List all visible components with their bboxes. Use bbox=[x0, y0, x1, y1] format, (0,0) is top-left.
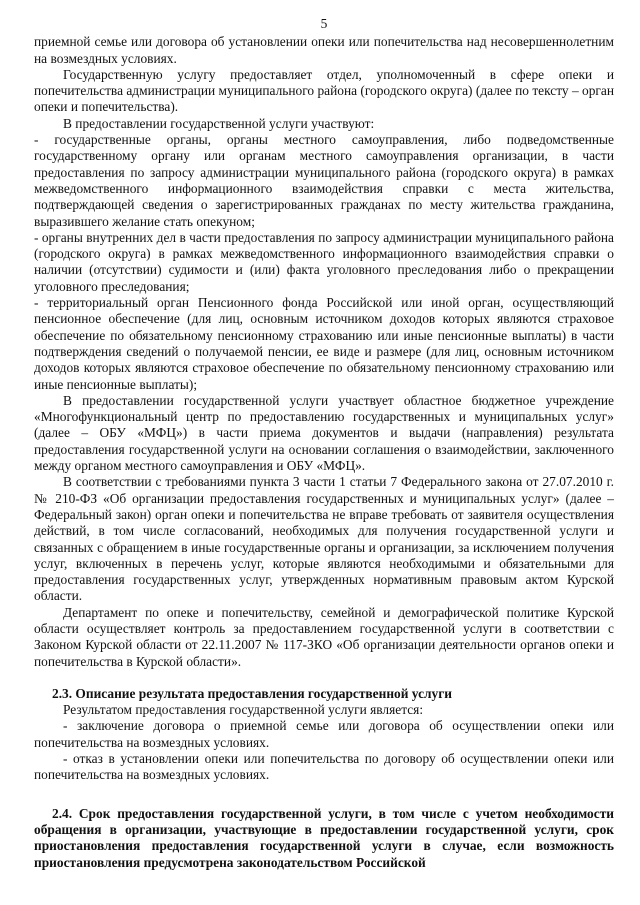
section-2-4-heading: 2.4. Срок предоставления государственной услуги, в том числе с учетом необходимости обращения в организации, участвующие в предоставлении государственной услуги, срок приостановления предоставления государственной услуги в случае, если возможность приостановления предусмотрена законодательством Российской bbox=[34, 805, 614, 870]
page-number: 5 bbox=[320, 16, 328, 31]
section-2-3-item-2: - отказ в установлении опеки или попечительства по договору об осуществлении опеки или попечительства на возмездных условиях. bbox=[34, 751, 614, 783]
section-2-3-intro: Результатом предоставления государственной услуги является: bbox=[63, 702, 424, 718]
paragraph: В предоставлении государственной услуги участвуют: bbox=[63, 115, 375, 131]
paragraph: В соответствии с требованиями пункта 3 части 1 статьи 7 Федерального закона от 27.07.2010 г. № 210-ФЗ «Об организации предоставления государственных и муниципальных услуг» (далее – Федеральный закон) орган опеки и попечительства не вправе требовать от заявителя осуществления действий, в том числе согласований, необходимых для получения государственной услуги и связанных с обращением в иные государственные органы и организации, за исключением получения услуг, включенных в перечень услуг, которые являются необходимыми и обязательными для предоставления государственных услуг, утвержденных нормативным правовым актом Курской области. bbox=[34, 474, 614, 604]
paragraph: - государственные органы, органы местного самоуправления, либо подведомственные государственному органу или органам местного самоуправления организации, в части предоставления по запросу администрации муниципального района (городского округа) в рамках межведомственного информационного взаимодействия справки с места жительства, подтверждающей сведения о зарегистрированных гражданах по месту жительства гражданина, выразившего желание стать опекуном; bbox=[34, 132, 614, 229]
paragraph: - территориальный орган Пенсионного фонда Российской или иной орган, осуществляющий пенсионное обеспечение (для лиц, основным источником доходов которых являются страховое обеспечение по обязательному пенсионному страхованию или иные пенсионные выплаты) в части подтверждения сведений о получаемой пенсии, ее виде и размере (для лиц, основным источником доходов которых являются страховое обеспечение по обязательному пенсионному страхованию или иные пенсионные выплаты); bbox=[34, 295, 614, 392]
paragraph: Департамент по опеке и попечительству, семейной и демографической политике Курской области осуществляет контроль за предоставлением государственной услуги в соответствии с Законом Курской области от 22.11.2007 № 117-ЗКО «Об организации деятельности органов опеки и попечительства в Курской области». bbox=[34, 604, 614, 669]
section-2-3-heading: 2.3. Описание результата предоставления государственной услуги bbox=[52, 685, 453, 701]
paragraph: - органы внутренних дел в части предоставления по запросу администрации муниципального района (городского округа) в рамках межведомственного информационного взаимодействия справки о наличии (отсутствии) судимости и (или) факта уголовного преследования либо о прекращении уголовного преследования; bbox=[34, 229, 614, 294]
paragraph: приемной семье или договора об установлении опеки или попечительства над несовершеннолетним на возмездных условиях. bbox=[34, 34, 614, 66]
section-2-3-item-1: - заключение договора о приемной семье или договора об осуществлении опеки или попечительства на возмездных условиях. bbox=[34, 718, 614, 750]
paragraph: В предоставлении государственной услуги участвует областное бюджетное учреждение «Многофункциональный центр по предоставлению государственных и муниципальных услуг» (далее – ОБУ «МФЦ») в части приема документов и выдачи (направления) результата предоставления государственной услуги на основании соглашения о взаимодействии, заключенного между органом местного самоуправления и ОБУ «МФЦ». bbox=[34, 392, 614, 474]
paragraph: Государственную услугу предоставляет отдел, уполномоченный в сфере опеки и попечительства администрации муниципального района (городского округа) (далее по тексту – орган опеки и попечительства). bbox=[34, 66, 614, 115]
body-text bbox=[34, 34, 614, 670]
